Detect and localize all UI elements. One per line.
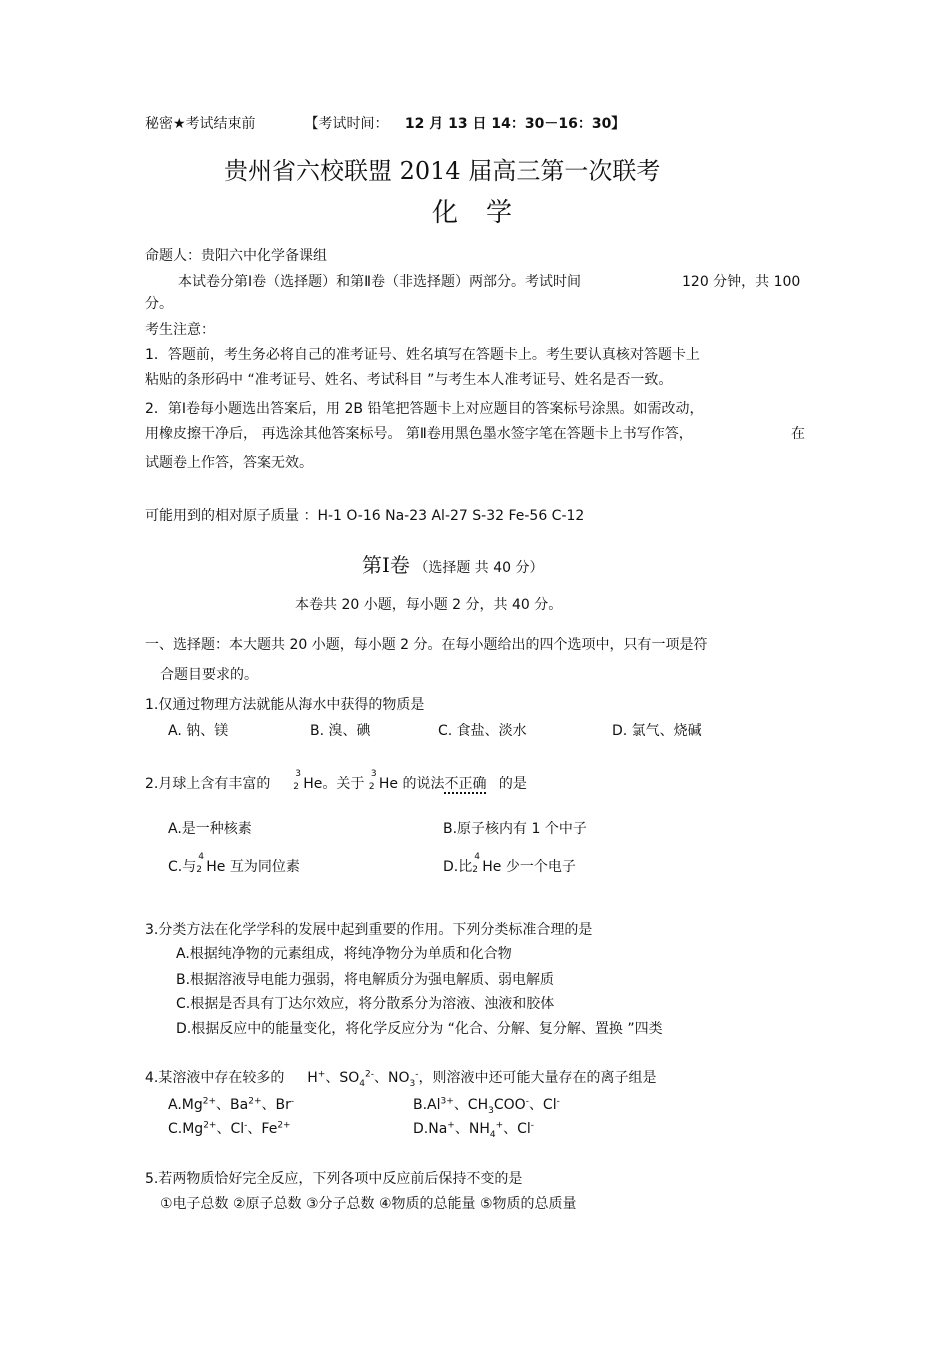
part1-title: 第Ⅰ卷	[362, 553, 410, 577]
q1-option-a: A. 钠、镁	[168, 723, 229, 739]
q4-ions: H+、$SO_4^{2-}$、$NO_3^-$	[307, 1069, 419, 1089]
section1-line2: 合题目要求的。	[160, 667, 258, 683]
q2-option-d: D.比 4 2 He 少一个电子	[443, 852, 576, 875]
q4-option-c: $C.Mg^{2+}$、Cl-、$Fe^{2+}$	[168, 1120, 291, 1137]
part1-heading	[362, 553, 544, 577]
q5-stem: 5.若两物质恰好完全反应，下列各项中反应前后保持不变的是	[145, 1171, 523, 1187]
notice-line-1: 1．答题前，考生务必将自己的准考证号、姓名填写在答题卡上。考生要认真核对答题卡上	[145, 347, 700, 363]
secret-label: 秘密★考试结束前	[145, 116, 256, 132]
part1-subtitle: （选择题 共 40 分）	[414, 560, 544, 576]
notice-line-5: 试题卷上作答，答案无效。	[145, 455, 313, 471]
q3-option-b: B.根据溶液导电能力强弱，将电解质分为强电解质、弱电解质	[176, 972, 555, 988]
q2-stem: 2.月球上含有丰富的 3 2 He。关于 3 2 He 的说法不正确 的是	[145, 769, 527, 792]
q2-option-c: C.与 4 2 He 互为同位素	[168, 852, 300, 875]
notice-line-4-end: 在	[791, 426, 805, 442]
part1-desc: 本卷共 20 小题，每小题 2 分，共 40 分。	[295, 597, 563, 613]
q3-option-a: A.根据纯净物的元素组成，将纯净物分为单质和化合物	[176, 946, 512, 962]
intro-line2: 分。	[145, 296, 173, 312]
emphasis-not-correct: 不正确	[444, 776, 487, 792]
exam-title: 贵州省六校联盟 2014 届高三第一次联考	[224, 157, 661, 185]
notice-title: 考生注意：	[145, 322, 215, 338]
author-line: 命题人：贵阳六中化学备课组	[145, 248, 327, 264]
q1-option-d: D. 氯气、烧碱	[612, 723, 702, 739]
q1-option-c: C. 食盐、淡水	[438, 723, 527, 739]
intro-line1: 本试卷分第Ⅰ卷（选择题）和第Ⅱ卷（非选择题）两部分。考试时间	[178, 274, 582, 290]
exam-time-value: 12 月 13 日 14：30－16：30】	[404, 116, 626, 132]
q3-option-c: C.根据是否具有丁达尔效应，将分散系分为溶液、浊液和胶体	[176, 996, 555, 1012]
he3-nuclide-symbol: 3 2	[293, 769, 301, 792]
q1-stem: 1.仅通过物理方法就能从海水中获得的物质是	[145, 697, 425, 713]
subject-title: 化学	[432, 198, 541, 228]
he4-nuclide-symbol: 4 2	[472, 852, 480, 875]
he4-nuclide-symbol: 4 2	[196, 852, 204, 875]
q2-option-a: A.是一种核素	[168, 821, 252, 837]
he3-nuclide-symbol: 3 2	[368, 769, 377, 792]
q5-options: ①电子总数 ②原子总数 ③分子总数 ④物质的总能量 ⑤物质的总质量	[160, 1196, 577, 1212]
intro-time: 120 分钟，共 100	[682, 274, 801, 290]
exam-time-label: 【考试时间：	[304, 116, 389, 132]
q2-option-b: B.原子核内有 1 个中子	[443, 821, 587, 837]
q4-option-b: $B.Al^{3+}$、$CH_3COO^-$、Cl-	[413, 1096, 560, 1116]
q1-option-b: B. 溴、碘	[310, 723, 371, 739]
notice-line-4: 用橡皮擦干净后， 再选涂其他答案标号。 第Ⅱ卷用黑色墨水签字笔在答题卡上书写作答，	[145, 426, 693, 442]
header-line	[145, 115, 625, 133]
notice-line-3: 2．第Ⅰ卷每小题选出答案后，用 2B 铅笔把答题卡上对应题目的答案标号涂黑。如需改动，	[145, 401, 704, 417]
q4-option-a: $A.Mg^{2+}$、$Ba^{2+}$、Br-	[168, 1096, 295, 1113]
atomic-masses: 可能用到的相对原子质量 ：H-1 O-16 Na-23 Al-27 S-32 Fe-56 C-12	[145, 508, 585, 524]
notice-line-2: 粘贴的条形码中 “准考证号、姓名、考试科目 ”与考生本人准考证号、姓名是否一致。	[145, 372, 673, 388]
q3-option-d: D.根据反应中的能量变化，将化学反应分为 “化合、分解、复分解、置换 ”四类	[176, 1021, 663, 1037]
q4-stem: 4.某溶液中存在较多的 H+、$SO_4^{2-}$、$NO_3^-$，则溶液中还可能大量存在的离子组是	[145, 1069, 657, 1089]
q4-option-d: D.Na+、$NH_4^+$、Cl-	[413, 1120, 535, 1140]
q3-stem: 3.分类方法在化学学科的发展中起到重要的作用。下列分类标准合理的是	[145, 922, 593, 938]
section1-line1: 一、选择题：本大题共 20 小题，每小题 2 分。在每小题给出的四个选项中，只有一项是符	[145, 637, 708, 653]
